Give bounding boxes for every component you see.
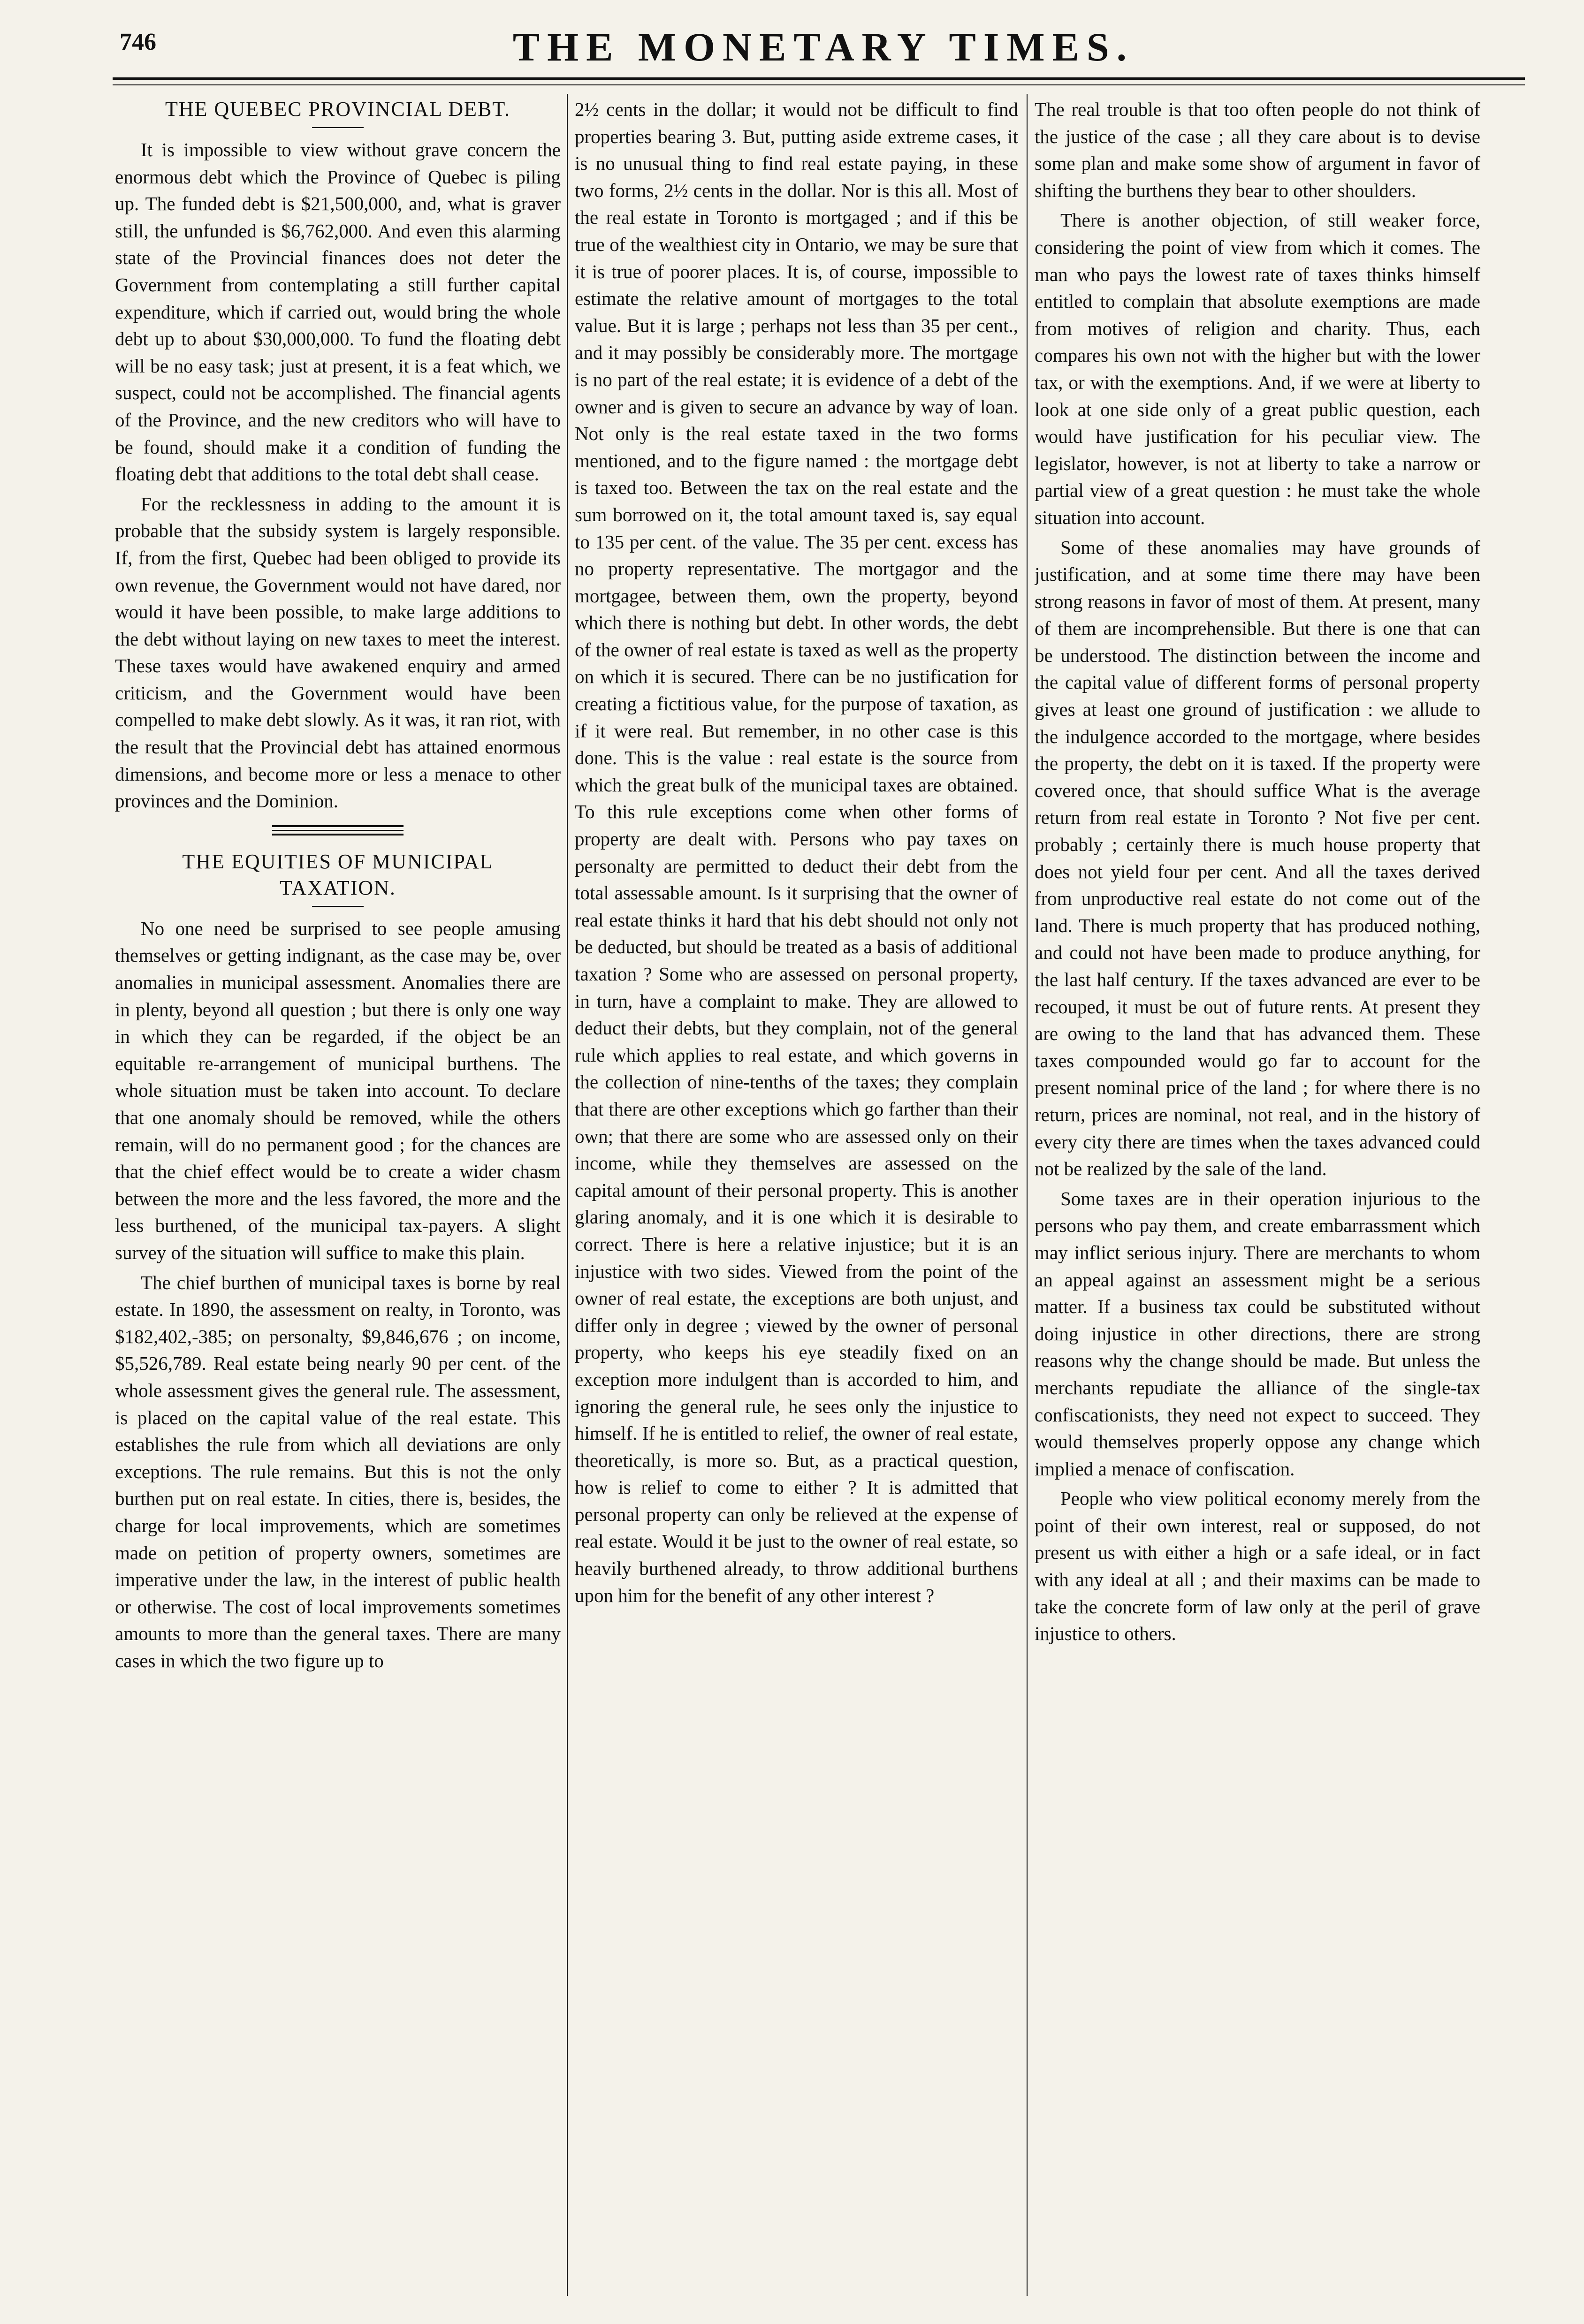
column-1 [115, 96, 561, 2296]
paragraph: Some taxes are in their operation injurious to the persons who pay them, and create embarrassment which may inflict serious injury. There are merchants to whom an appeal against an assessment might be a serious matter. If a business tax could be substituted without doing injustice in other directions, there are strong reasons why the change should be made. But unless the merchants repudiate the alliance of the single-tax confiscationists, they need not expect to succeed. They would themselves properly oppose any change which implied a menace of confiscation. [1035, 1187, 1480, 1480]
paragraph: There is another objection, of still weaker force, considering the point of view from which it comes. The man who pays the lowest rate of taxes thinks himself entitled to complain that absolute exemptions are made from motives of religion and charity. Thus, each compares his own not with the higher but with the lower tax, or with the exemptions. And, if we were at liberty to look at one side only of a great public question, each would have justification for his peculiar view. The legislator, however, is not at liberty to take a narrow or partial view of a great question : he must take the whole situation into account. [1035, 209, 1480, 528]
paragraph: No one need be surprised to see people amusing themselves or getting indignant, as the case may be, over anomalies in municipal assessment. Anomalies there are in plenty, beyond all question ; but there is only one way in which they can be regarded, if the object be an equitable re-arrangement of municipal burthens. The whole situation must be taken into account. To declare that one anomaly should be removed, while the others remain, will do no permanent good ; for the chances are that the chief effect would be to create a wider chasm between the more and the less favored, the more and the less burthened, of the municipal tax-payers. A slight survey of the situation will suffice to make this plain. [115, 917, 561, 1263]
paragraph: It is impossible to view without grave concern the enormous debt which the Province of Quebec is piling up. The funded debt is $21,500,000, and, what is graver still, the unfunded is $6,762,000. And even this alarming state of the Provincial finances does not deter the Government from contemplating a still further capital expenditure, which if carried out, would bring the whole debt up to about $30,000,000. To fund the floating debt will be no easy task; just at present, it is a feat which, we suspect, could not be accomplished. The financial agents of the Province, and the new creditors who will have to be found, should make it a condition of funding the floating debt that additions to the total debt shall cease. [115, 139, 561, 485]
paragraph: Some of these anomalies may have grounds of justification, and at some time there may have been strong reasons in favor of most of them. At present, many of them are incomprehensible. But there is one that can be understood. The distinction between the income and the capital value of different forms of personal property gives at least one ground of justification : we allude to the indulgence accorded to the mortgage, where besides the property, the debt on it is taxed. If the property were covered once, that should suffice What is the average return from real estate in Toronto ? Not five per cent. probably ; certainly there is much house property that does not yield four per cent. And all the taxes derived from unproductive real estate do not come out of the land. There is much property that has produced nothing, and could not have been made to produce anything, for the last half century. If the taxes advanced are ever to be recouped, it must be out of future rents. At present they are owing to the land that has advanced them. These taxes compounded would go far to account for the present nominal price of the land ; for where there is no return, prices are nominal, not real, and in the history of every city there are times when the taxes advanced could not be realized by the sale of the land. [1035, 536, 1480, 1180]
article-title-quebec-debt: THE QUEBEC PROVINCIAL DEBT. [165, 98, 510, 121]
title-rule [312, 127, 364, 128]
column-2 [575, 96, 1018, 2296]
article-title-municipal-taxation [115, 849, 561, 901]
page-number: 746 [120, 29, 156, 55]
column-3 [1035, 96, 1480, 2296]
page-header [120, 14, 1527, 70]
paragraph: For the recklessness in adding to the amount it is probable that the subsidy system is largely responsible. If, from the first, Quebec had been obliged to provide its own revenue, the Government would not have dared, nor would it have been possible, to make large additions to the debt without laying on new taxes to meet the interest. These taxes would have awakened enquiry and armed criticism, and the Government would have been compelled to make debt slowly. As it was, it ran riot, with the result that the Provincial debt has attained enormous dimensions, and become more or less a menace to other provinces and the Dominion. [115, 493, 561, 812]
title-line-2: TAXATION. [280, 876, 396, 899]
masthead-title: THE MONETARY TIMES. [512, 24, 1135, 69]
title-line-1: THE EQUITIES OF MUNICIPAL [182, 850, 494, 873]
paragraph: People who view political economy merely from the point of their own interest, real or supposed, do not present us with either a high or a safe ideal, or in fact with any ideal at all ; and their maxims can be made to take the concrete form of law only at the peril of grave injustice to others. [1035, 1488, 1480, 1645]
paragraph: The chief burthen of municipal taxes is borne by real estate. In 1890, the assessment on realty, in Toronto, was $182,402,-385; on personalty, $9,846,676 ; on income, $5,526,789. Real estate being nearly 90 per cent. of the whole assessment gives the general rule. The assessment, is placed on the capital value of the real estate. This establishes the rule from which all deviations are only exceptions. The rule remains. But this is not the only burthen put on real estate. In cities, there is, besides, the charge for local improvements, which are sometimes made on petition of property owners, sometimes are imperative under the law, in the interest of public health or otherwise. The cost of local improvements sometimes amounts to more than the general taxes. There are many cases in which the two figure up to [115, 1271, 561, 1671]
header-rule-thick [113, 77, 1525, 80]
article-separator [272, 825, 404, 835]
column-divider [567, 94, 568, 2296]
paragraph: 2½ cents in the dollar; it would not be difficult to find properties bearing 3. But, putting aside extreme cases, it is no unusual thing to find real estate paying, in these two forms, 2½ cents in the dollar. Nor is this all. Most of the real estate in Toronto is mortgaged ; and if this be true of the wealthiest city in Ontario, we may be sure that it is true of poorer places. It is, of course, impossible to estimate the relative amount of mortgages to the total value. But it is large ; perhaps not less than 35 per cent., and it may possibly be considerably more. The mortgage is no part of the real estate; it is evidence of a debt of the owner and is given to secure an advance by way of loan. Not only is the real estate taxed in the two forms mentioned, and to the figure named : the mortgage debt is taxed too. Between the tax on the real estate and the sum borrowed on it, the total amount taxed is, say equal to 135 per cent. of the value. The 35 per cent. excess has no property representative. The mortgagor and the mortgagee, between them, own the property, beyond which there is nothing but debt. In other words, the debt of the owner of real estate is taxed as well as the property on which it is secured. There can be no justification for creating a fictitious value, for the purpose of taxation, as if it were real. But remember, in no other case is this done. This is the value : real estate is the source from which the great bulk of the municipal taxes are obtained. To this rule exceptions come when other forms of property are dealt with. Persons who pay taxes on personalty are permitted to deduct their debt from the total assessable amount. Is it surprising that the owner of real estate thinks it hard that his debt should not only not be deducted, but should be treated as a basis of additional taxation ? Some who are assessed on personal property, in turn, have a complaint to make. They are allowed to deduct their debts, but they complain, not of the general rule which applies to real estate, and which governs in the collection of nine-tenths of the taxes; they complain that there are other exceptions which go farther than their own; that there are some who are assessed only on their income, while they themselves are assessed on the capital amount of their personal property. This is another glaring anomaly, and it is one which it is desirable to correct. There is here a relative injustice; but it is an injustice with two sides. Viewed from the point of the owner of real estate, the exceptions are both unjust, and differ only in degree ; viewed by the owner of personal property, who keeps his eye steadily fixed on an exception more indulgent than is accorded to him, and ignoring the general rule, he sees only the injustice to himself. If he is entitled to relief, the owner of real estate, theoretically, is more so. But, as a practical question, how is relief to come to either ? It is admitted that personal property can only be relieved at the expense of real estate. Would it be just to the owner of real estate, so heavily burthened already, to throw additional burthens upon him for the benefit of any other interest ? [575, 99, 1018, 1606]
paragraph: The real trouble is that too often people do not think of the justice of the case ; all they care about is to devise some plan and make some show of argument in favor of shifting the burthens they bear to other shoulders. [1035, 99, 1480, 201]
header-rule-thin [113, 84, 1525, 85]
title-rule [312, 906, 364, 907]
column-divider [1027, 94, 1028, 2296]
